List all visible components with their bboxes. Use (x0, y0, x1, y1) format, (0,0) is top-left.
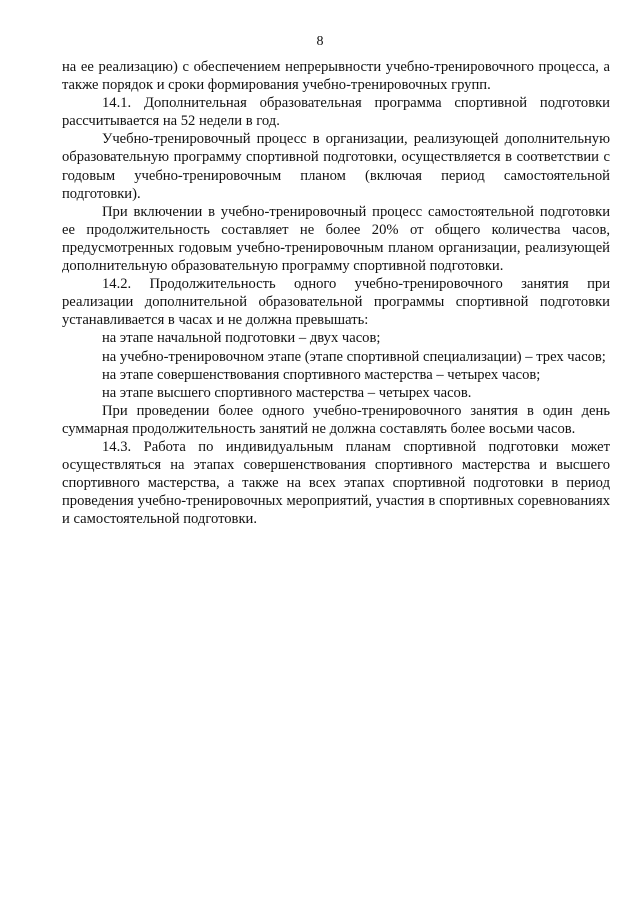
paragraph-14-3: 14.3. Работа по индивидуальным планам спортивной подготовки может осуществляться на этапах совершенствования спортивного мастерства и высшего спортивного мастерства, а также на всех этапах спортивной подготовки в период проведения учебно-тренировочных мероприятий, участия в спортивных соревнованиях и самостоятельной подготовки. (62, 438, 610, 528)
list-item-initial-stage: на этапе начальной подготовки – двух часов; (102, 330, 381, 347)
paragraph-training-process: Учебно-тренировочный процесс в организации, реализующей дополнительную образовательную программу спортивной подготовки, осуществляется в соответствии с годовым учебно-тренировочным планом (включая период самостоятельной подготовки). (62, 131, 610, 202)
page-number: 8 (316, 34, 324, 49)
paragraph-14-1: 14.1. Дополнительная образовательная программа спортивной подготовки рассчитывается на 52 недели в год. (62, 95, 610, 130)
document-body (62, 58, 610, 528)
paragraph-self-training: При включении в учебно-тренировочный процесс самостоятельной подготовки ее продолжительность составляет не более 20% от общего количества часов, предусмотренных годовым учебно-тренировочным планом организации, реализующей дополнительную образовательную программу спортивной подготовки. (62, 203, 610, 275)
list-item-improvement-stage: на этапе совершенствования спортивного мастерства – четырех часов; (102, 366, 541, 383)
paragraph-daily-limit: При проведении более одного учебно-тренировочного занятия в один день суммарная продолжительность занятий не должна составлять более восьми часов. (62, 402, 610, 437)
list-item-training-stage: на учебно-тренировочном этапе (этапе спортивной специализации) – трех часов; (102, 348, 606, 365)
paragraph-14-2: 14.2. Продолжительность одного учебно-тренировочного занятия при реализации дополнительной образовательной программы спортивной подготовки устанавливается в часах и не должна превышать: (62, 276, 610, 329)
paragraph-continuation: на ее реализацию) с обеспечением непрерывности учебно-тренировочного процесса, а также порядок и сроки формирования учебно-тренировочных групп. (62, 59, 610, 94)
list-item-higher-mastery-stage: на этапе высшего спортивного мастерства – четырех часов. (102, 384, 472, 401)
